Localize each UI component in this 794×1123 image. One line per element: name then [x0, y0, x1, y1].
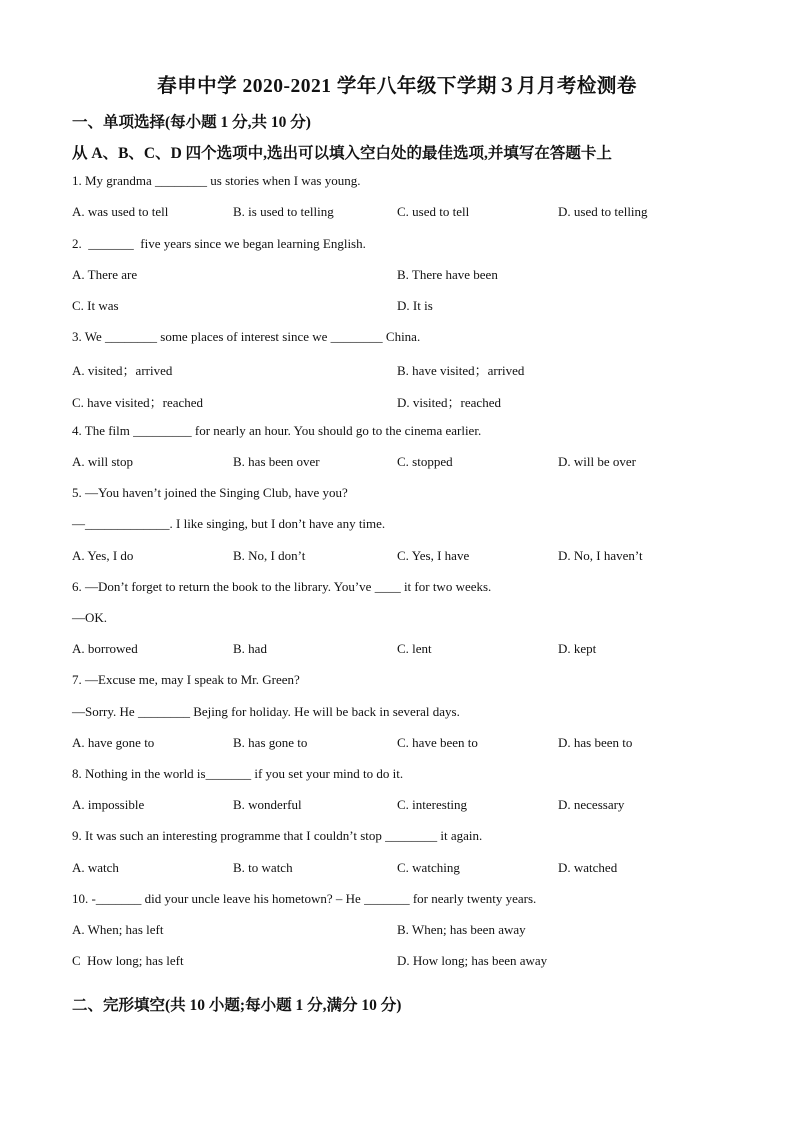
option-c: C. It was	[72, 298, 119, 313]
option-b: B. wonderful	[233, 797, 302, 812]
option-b: B. has been over	[233, 454, 320, 469]
option-a: A. borrowed	[72, 641, 138, 656]
option-a: A. impossible	[72, 797, 145, 812]
question-stem: 4. The film _________ for nearly an hour. You should go to the cinema earlier.	[72, 423, 482, 438]
option-b: B. has gone to	[233, 735, 308, 750]
option-a: A. Yes, I do	[72, 548, 134, 563]
option-c: C. have visited；reached	[72, 395, 204, 410]
option-c: C. interesting	[397, 797, 468, 812]
option-d: D. How long; has been away	[397, 953, 548, 968]
question-stem: 9. It was such an interesting programme that I couldn’t stop ________ it again.	[72, 828, 483, 843]
question-stem: 6. —Don’t forget to return the book to the library. You’ve ____ it for two weeks.	[72, 579, 492, 594]
section-1-heading: 一、单项选择(每小题 1 分,共 10 分)	[72, 114, 311, 131]
option-c: C. have been to	[397, 735, 478, 750]
option-d: D. will be over	[558, 454, 636, 469]
option-a: A. have gone to	[72, 735, 155, 750]
section-2-heading: 二、完形填空(共 10 小题;每小题 1 分,满分 10 分)	[72, 997, 402, 1014]
option-b: B. No, I don’t	[233, 548, 306, 563]
section-1-instruction: 从 A、B、C、D 四个选项中,选出可以填入空白处的最佳选项,并填写在答题卡上	[72, 145, 612, 162]
option-d: D. It is	[397, 298, 433, 313]
option-d: D. No, I haven’t	[558, 548, 643, 563]
option-d: D. used to telling	[558, 204, 648, 219]
option-c: C. used to tell	[397, 204, 470, 219]
option-a: A. was used to tell	[72, 204, 169, 219]
option-c: C. stopped	[397, 454, 453, 469]
question-stem-reply: —Sorry. He ________ Bejing for holiday. He will be back in several days.	[72, 704, 460, 719]
option-a: A. watch	[72, 860, 119, 875]
page-title: 春申中学 2020-2021 学年八年级下学期３月月考检测卷	[157, 76, 637, 97]
option-d: D. necessary	[558, 797, 625, 812]
option-d: D. visited；reached	[397, 395, 501, 410]
option-b: B. is used to telling	[233, 204, 334, 219]
option-b: B. There have been	[397, 267, 498, 282]
option-c: C. watching	[397, 860, 460, 875]
question-stem: 2. _______ five years since we began learning English.	[72, 236, 366, 251]
option-c: C How long; has left	[72, 953, 184, 968]
option-d: D. has been to	[558, 735, 633, 750]
question-stem-reply: —OK.	[72, 610, 108, 625]
question-stem: 1. My grandma ________ us stories when I was young.	[72, 173, 361, 188]
option-b: B. had	[233, 641, 267, 656]
question-stem-reply: —_____________. I like singing, but I don’t have any time.	[72, 516, 386, 531]
option-a: A. visited；arrived	[72, 363, 173, 378]
option-a: A. will stop	[72, 454, 134, 469]
option-b: B. When; has been away	[397, 922, 526, 937]
option-d: D. watched	[558, 860, 618, 875]
option-a: A. There are	[72, 267, 138, 282]
option-b: B. to watch	[233, 860, 293, 875]
option-c: C. Yes, I have	[397, 548, 470, 563]
question-stem: 8. Nothing in the world is_______ if you set your mind to do it.	[72, 766, 404, 781]
option-b: B. have visited；arrived	[397, 363, 525, 378]
option-a: A. When; has left	[72, 922, 164, 937]
option-d: D. kept	[558, 641, 597, 656]
option-c: C. lent	[397, 641, 432, 656]
question-stem: 10. -_______ did your uncle leave his hometown? – He _______ for nearly twenty years.	[72, 891, 537, 906]
question-stem: 7. —Excuse me, may I speak to Mr. Green?	[72, 672, 300, 687]
question-stem: 3. We ________ some places of interest since we ________ China.	[72, 329, 421, 344]
question-stem: 5. —You haven’t joined the Singing Club, have you?	[72, 485, 348, 500]
